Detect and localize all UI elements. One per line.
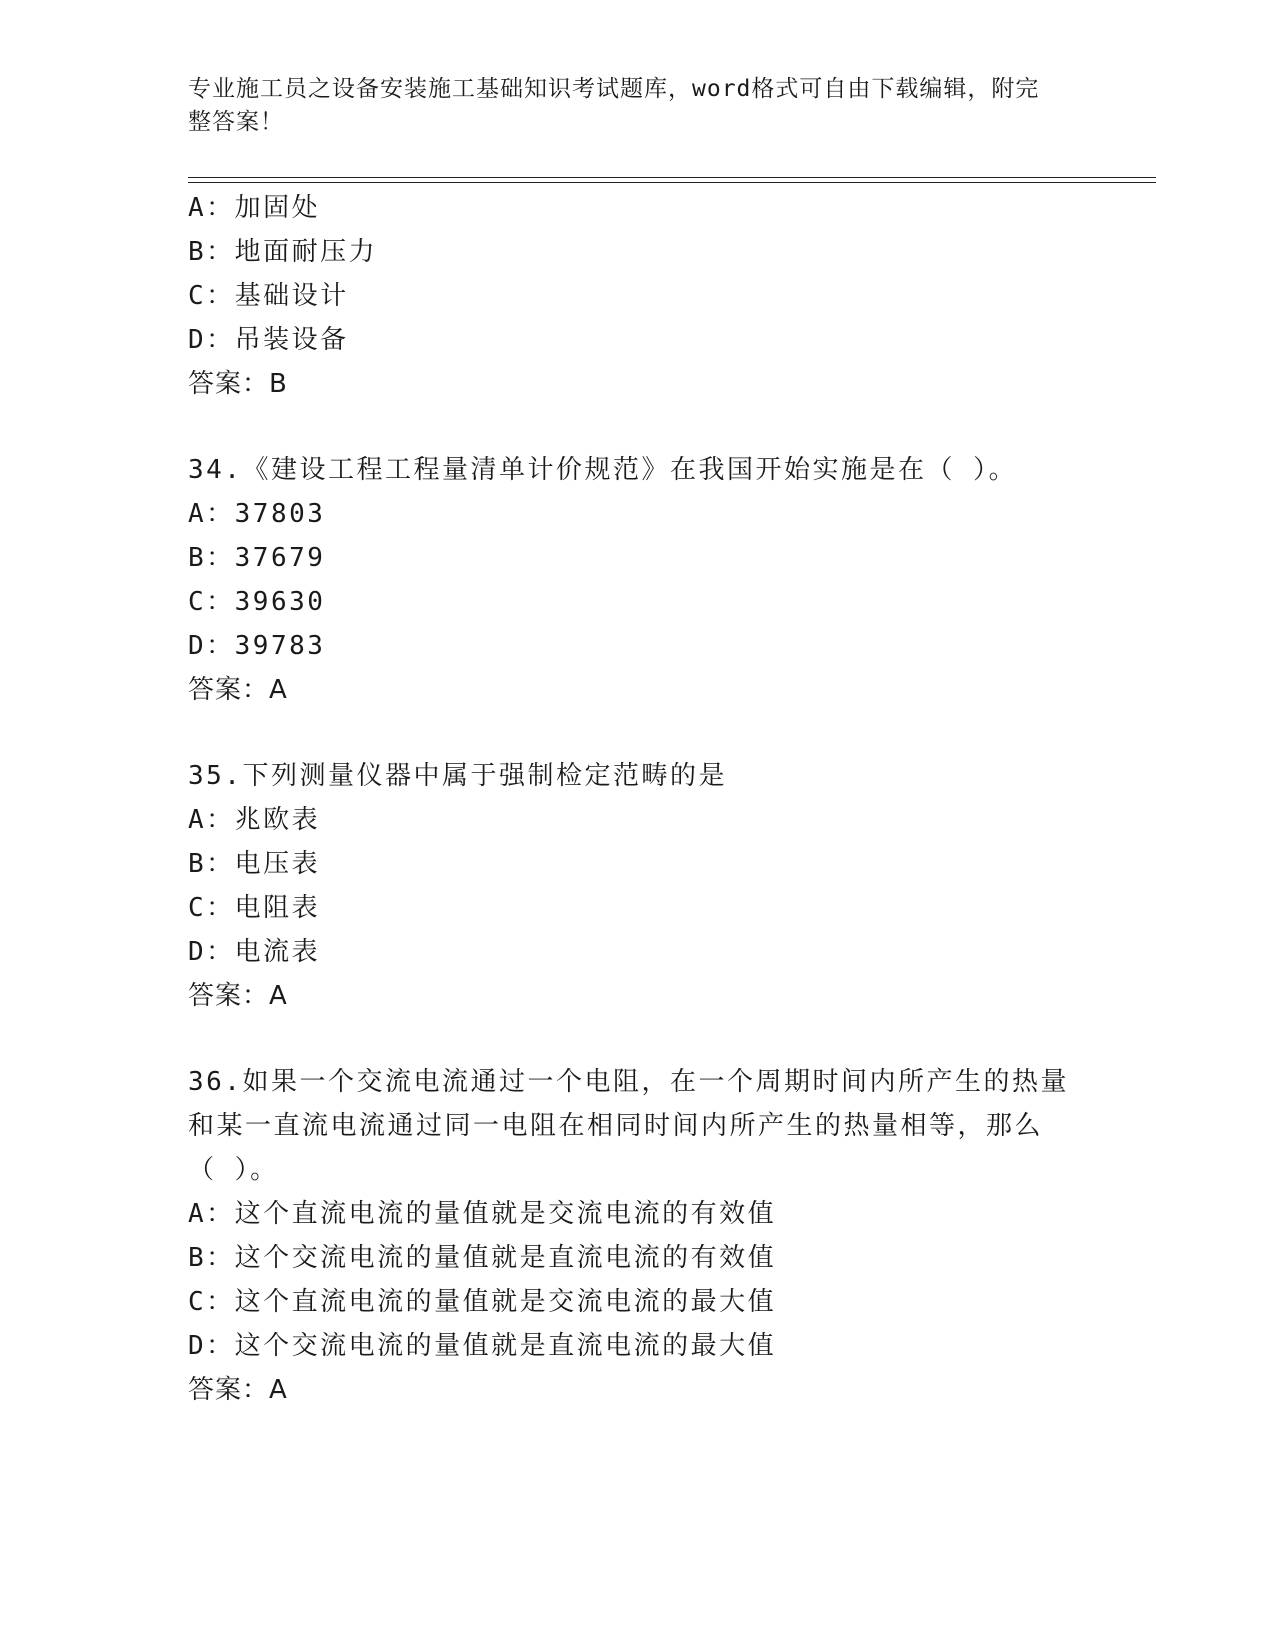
document-header <box>188 73 1068 139</box>
header-line-1: 专业施工员之设备安装施工基础知识考试题库，word格式可自由下载编辑，附完 <box>188 76 1040 102</box>
q34-option-b: B：37679 <box>188 543 326 573</box>
q36-option-a: A：这个直流电流的量值就是交流电流的有效值 <box>188 1199 777 1229</box>
q35-option-b: B：电压表 <box>188 849 321 879</box>
q34-answer: 答案：A <box>188 675 288 705</box>
q36-question-line-1: 36.如果一个交流电流通过一个电阻，在一个周期时间内所产生的热量 <box>188 1067 1069 1097</box>
q36-option-c: C：这个直流电流的量值就是交流电流的最大值 <box>188 1287 777 1317</box>
q33-option-c: C：基础设计 <box>188 281 349 311</box>
q33-option-a: A：加固处 <box>188 193 321 223</box>
q36-option-d: D：这个交流电流的量值就是直流电流的最大值 <box>188 1331 777 1361</box>
q35-question: 35.下列测量仪器中属于强制检定范畴的是 <box>188 761 727 791</box>
q34-option-c: C：39630 <box>188 587 326 617</box>
header-divider-bottom <box>188 182 1156 183</box>
q36-question-line-2: 和某一直流电流通过同一电阻在相同时间内所产生的热量相等，那么 <box>188 1111 1044 1141</box>
q36-question-line-3: （ ）。 <box>188 1155 279 1185</box>
header-line-2: 整答案！ <box>188 109 284 135</box>
q34-option-d: D：39783 <box>188 631 326 661</box>
q33-option-b: B：地面耐压力 <box>188 237 378 267</box>
q36-answer: 答案：A <box>188 1375 288 1405</box>
q35-option-a: A：兆欧表 <box>188 805 321 835</box>
q35-answer: 答案：A <box>188 981 288 1011</box>
q36-option-b: B：这个交流电流的量值就是直流电流的有效值 <box>188 1243 777 1273</box>
q35-option-c: C：电阻表 <box>188 893 321 923</box>
q33-option-d: D：吊装设备 <box>188 325 349 355</box>
q34-question: 34.《建设工程工程量清单计价规范》在我国开始实施是在（ ）。 <box>188 455 1018 485</box>
q34-option-a: A：37803 <box>188 499 326 529</box>
q35-option-d: D：电流表 <box>188 937 321 967</box>
header-divider-top <box>188 177 1156 178</box>
q33-answer: 答案：B <box>188 369 288 399</box>
